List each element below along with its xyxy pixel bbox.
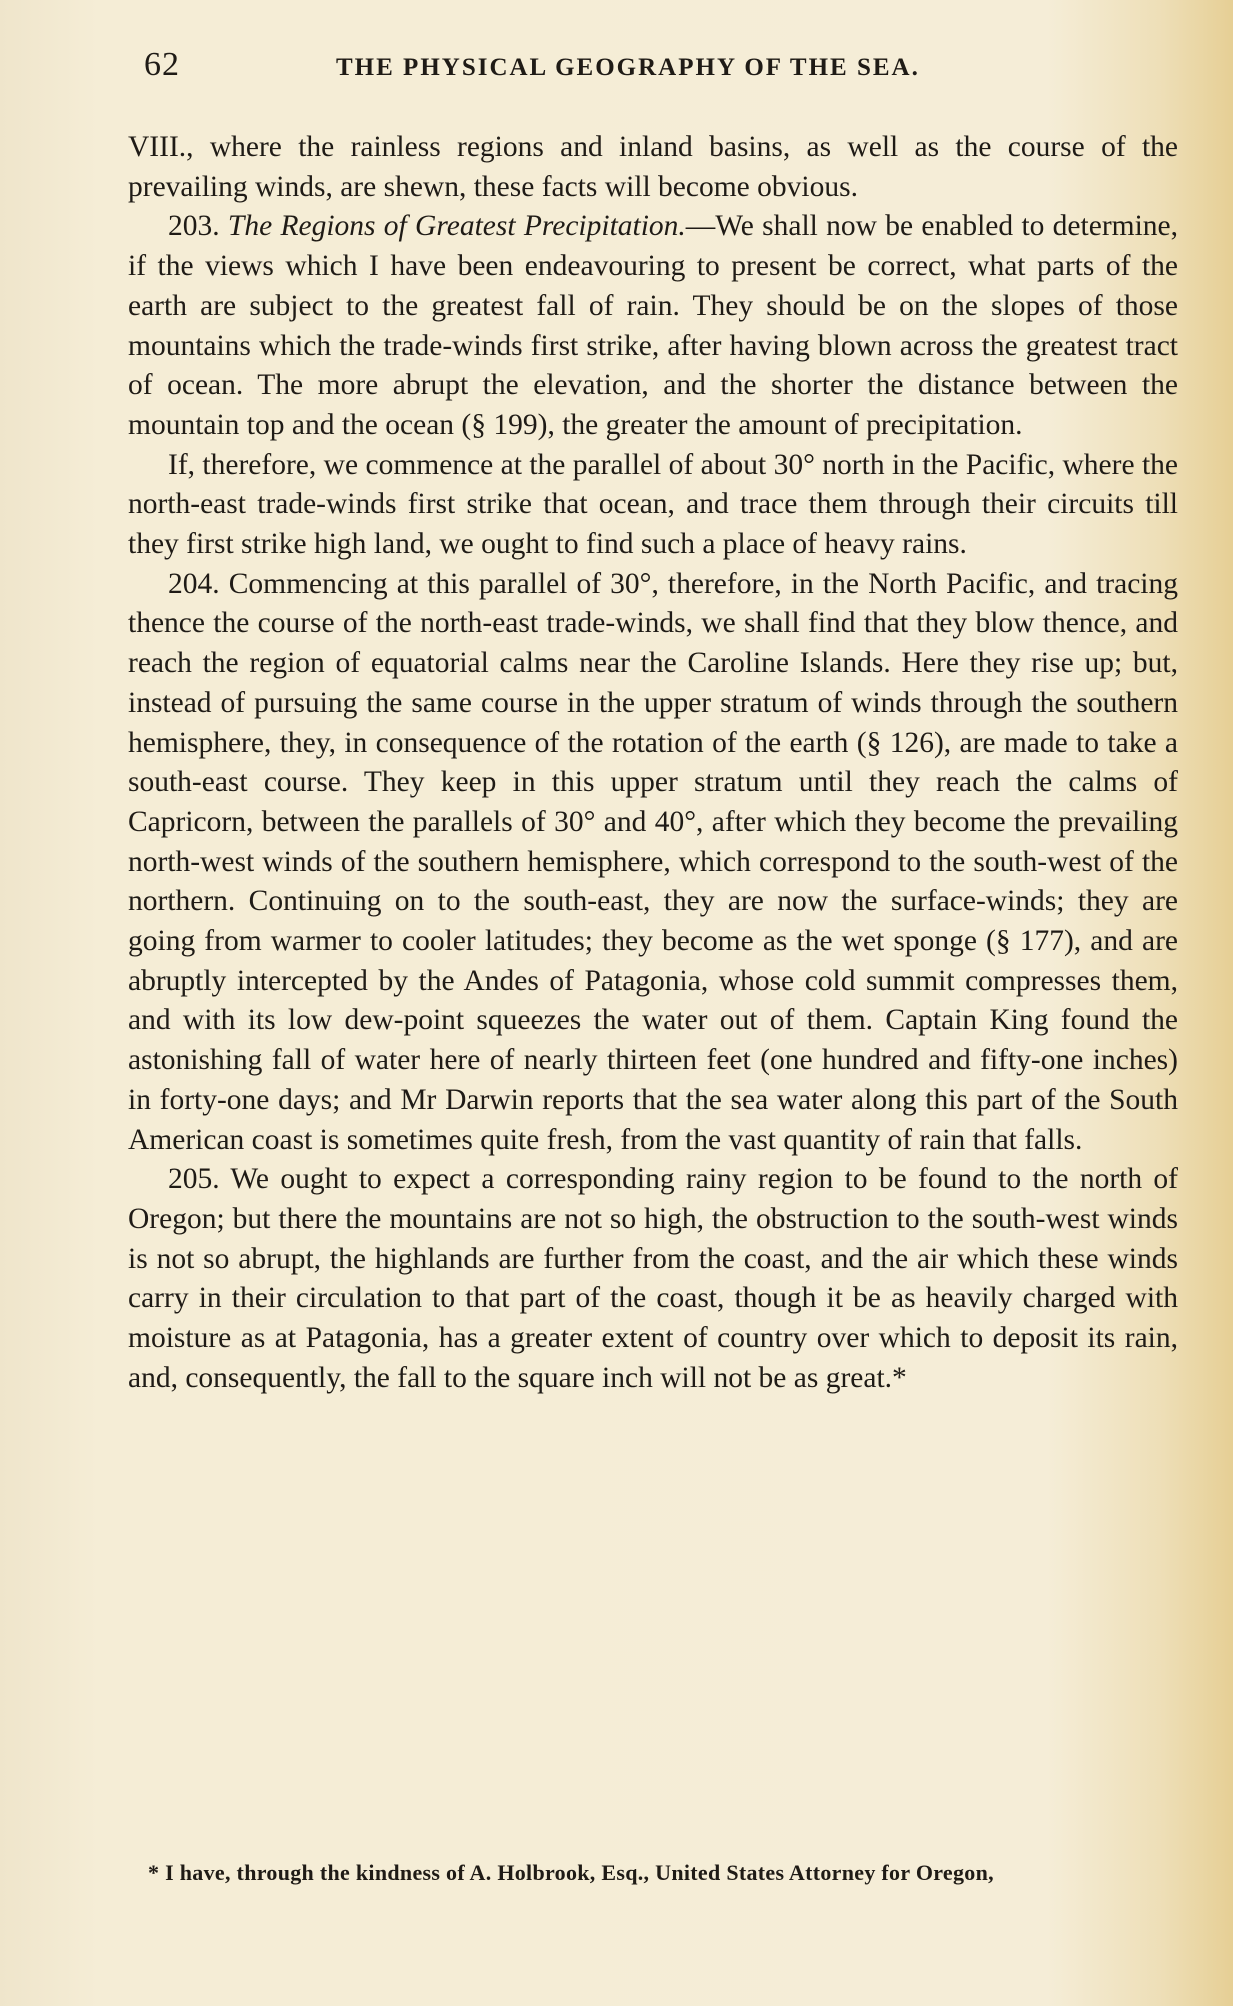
paragraph-204: 204. Commencing at this parallel of 30°, therefore, in the North Pacific, and tracing thence the course of the north-east trade-winds, we shall find that they blow thence, and reach the region of equatorial calms near the Caroline Islands. Here they rise up; but, instead of pursuing the same course in the upper stratum of winds through the southern hemisphere, they, in consequence of the rotation of the earth (§ 126), are made to take a south-east course. They keep in this upper stratum until they reach the calms of Capricorn, between the parallels of 30° and 40°, after which they become the prevailing north-west winds of the southern hemisphere, which correspond to the south-west of the northern. Continuing on to the south-east, they are now the surface-winds; they are going from warmer to cooler latitudes; they become as the wet sponge (§ 177), and are abruptly intercepted by the Andes of Patagonia, whose cold summit compresses them, and with its low dew-point squeezes the water out of them. Captain King found the astonishing fall of water here of nearly thirteen feet (one hundred and fifty-one inches) in forty-one days; and Mr Darwin reports that the sea water along this part of the South American coast is sometimes quite fresh, from the vast quantity of rain that falls. — [128, 567, 1178, 1156]
page-number: 62 — [144, 46, 180, 83]
section-number: 203. — [168, 210, 220, 243]
paragraph-continuation: VIII., where the rainless regions and inland basins, as well as the course of the prevailing winds, are shewn, these facts will become obvious. — [128, 131, 1178, 203]
paragraph-205: 205. We ought to expect a corresponding rainy region to be found to the north of Oregon; but there the mountains are not so high, the obstruction to the south-west winds is not so abrupt, the highlands are further from the coast, and the air which these winds carry in their circulation to that part of the coast, though it be as heavily charged with moisture as at Patagonia, has a greater extent of country over which to deposit its rain, and, consequently, the fall to the square inch will not be as great.* — [128, 1163, 1178, 1394]
paragraph-text: —We shall now be enabled to determine, if the views which I have been endeavouring to present be correct, what parts of the earth are subject to the greatest fall of rain. They should be on the slopes of those mountains which the trade-winds first strike, after having blown across the greatest tract of ocean. The more abrupt the elevation, and the shorter the distance between the mountain top and the ocean (§ 199), the greater the amount of precipitation. — [128, 210, 1178, 441]
paragraph-203 — [128, 207, 1178, 445]
body-text — [128, 128, 1178, 1399]
section-title: The Regions of Greatest Precipitation. — [227, 210, 686, 243]
paragraph: If, therefore, we commence at the parallel of about 30° north in the Pacific, where the north-east trade-winds first strike that ocean, and trace them through their circuits till they first strike high land, we ought to find such a place of heavy rains. — [128, 448, 1178, 561]
page-header — [140, 46, 1180, 86]
running-title: THE PHYSICAL GEOGRAPHY OF THE SEA. — [336, 54, 920, 81]
footnote: * I have, through the kindness of A. Holbrook, Esq., United States Attorney for Oregon, — [148, 1860, 994, 1885]
